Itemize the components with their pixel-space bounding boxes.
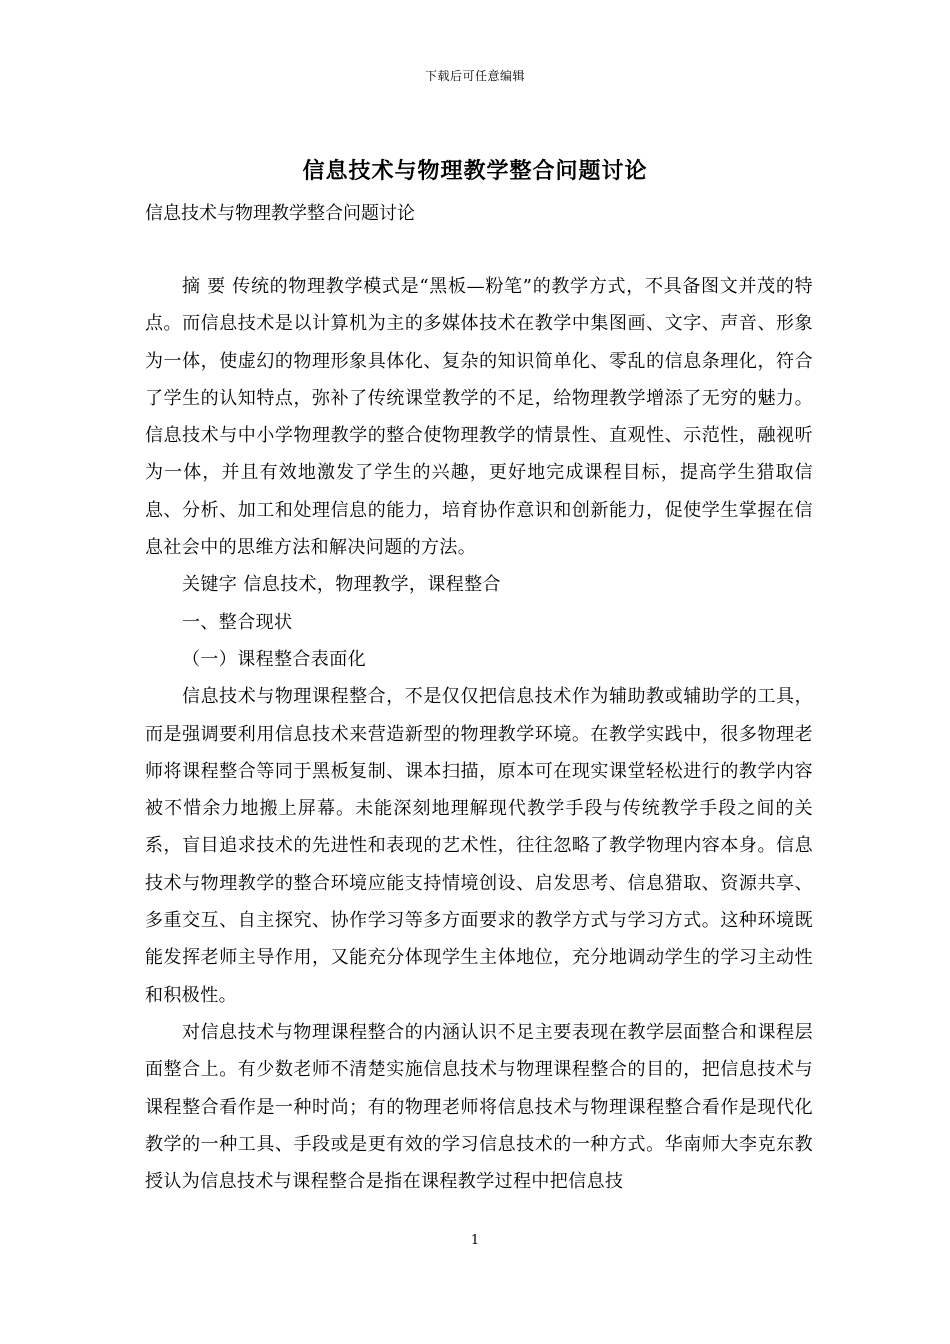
abstract-paragraph: 摘 要 传统的物理教学模式是“黑板—粉笔”的教学方式，不具备图文并茂的特点。而信息技术是以计算机为主的多媒体技术在教学中集图画、文字、声音、形象为一体，使虚幻的物理形象具体化、复杂的知识简单化、零乱的信息条理化，符合了学生的认知特点，弥补了传统课堂教学的不足，给物理教学增添了无穷的魅力。信息技术与中小学物理教学的整合使物理教学的情景性、直观性、示范性，融视听为一体，并且有效地激发了学生的兴趣，更好地完成课程目标，提高学生猎取信息、分析、加工和处理信息的能力，培育协作意识和创新能力，促使学生掌握在信息社会中的思维方法和解决问题的方法。	[145, 276, 813, 559]
body-paragraph: 信息技术与物理课程整合，不是仅仅把信息技术作为辅助教或辅助学的工具，而是强调要利用信息技术来营造新型的物理教学环境。在教学实践中，很多物理老师将课程整合等同于黑板复制、课本扫描，原本可在现实课堂轻松进行的教学内容被不惜余力地搬上屏幕。未能深刻地理解现代教学手段与传统教学手段之间的关系，盲目追求技术的先进性和表现的艺术性，往往忽略了教学物理内容本身。信息技术与物理教学的整合环境应能支持情境创设、启发思考、信息猎取、资源共享、多重交互、自主探究、协作学习等多方面要求的教学方式与学习方式。这种环境既能发挥老师主导作用，又能充分体现学生主体地位，充分地调动学生的学习主动性和积极性。	[145, 686, 813, 1006]
keywords-line: 关键字 信息技术，物理教学，课程整合	[182, 574, 501, 596]
document-subtitle: 信息技术与物理教学整合问题讨论	[145, 203, 415, 224]
header-note: 下载后可任意编辑	[424, 69, 525, 83]
document-title: 信息技术与物理教学整合问题讨论	[302, 159, 648, 184]
page-number: 1	[470, 1233, 480, 1248]
body-paragraph: 对信息技术与物理课程整合的内涵认识不足主要表现在教学层面整合和课程层面整合上。有少数老师不清楚实施信息技术与物理课程整合的目的，把信息技术与课程整合看作是一种时尚；有的物理老师将信息技术与物理课程整合看作是现代化教学的一种工具、手段或是更有效的学习信息技术的一种方式。华南师大李克东教授认为信息技术与课程整合是指在课程教学过程中把信息技	[145, 1021, 813, 1193]
subsection-heading: （一）课程整合表面化	[182, 648, 366, 670]
section-heading: 一、整合现状	[182, 611, 293, 633]
body-text	[145, 268, 813, 1200]
